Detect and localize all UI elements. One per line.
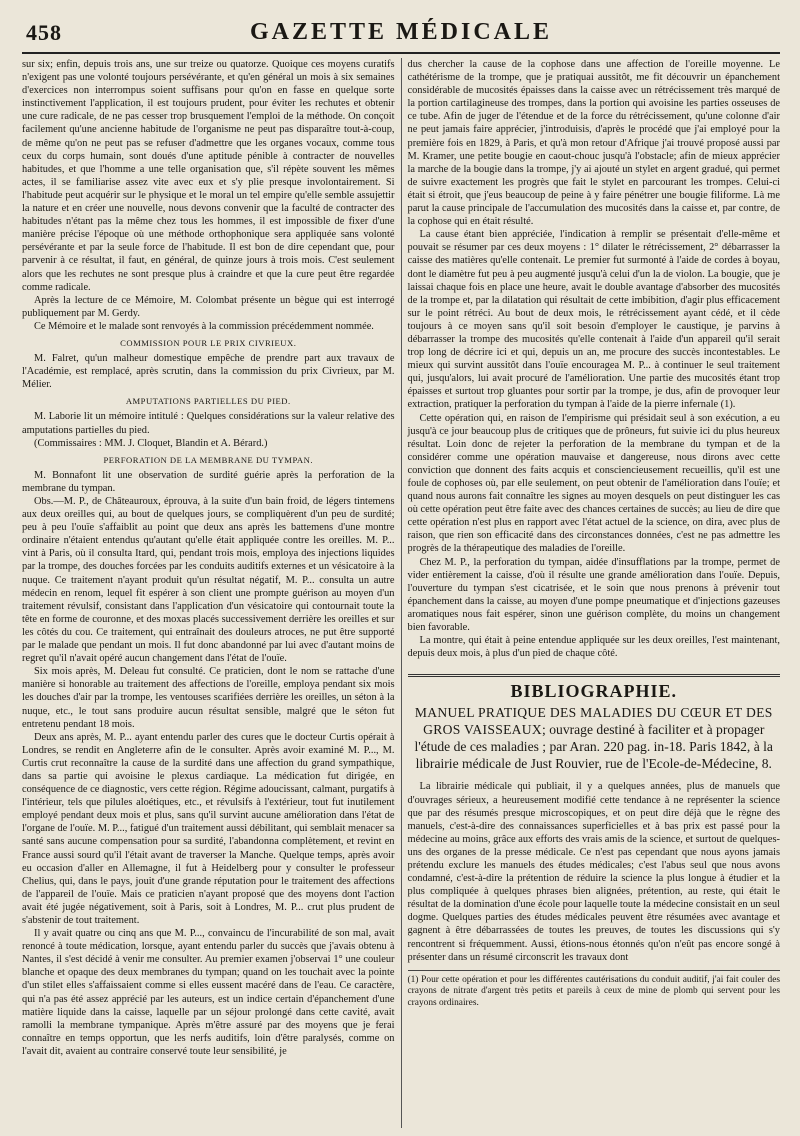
paragraph: Obs.—M. P., de Châteauroux, éprouva, à la suite d'un bain froid, de légers tintemens aux deux oreilles qui, au bout de quelques jours, se compliquèrent d'un peu de surdité; peu à peu l'ouïe s'affaiblit au point que deux ans après les battemens d'une montre ordinaire n'étaient entendus qu'autant qu'elle était appliquée contre les oreilles. M. P... vint à Paris, où il consulta Itard, qui, pendant trois mois, employa des injections liquides par la trompe, des douches forcées par les conduits auditifs externes et un vésicatoire à la nuque. Ce traitement n'ayant produit qu'un résultat négatif, M. P... consulta un autre médecin en renom, lequel fit espérer à son client une prompte guérison au moyen d'un traitement révulsif, consistant dans l'application d'un vésicatoire qui contournait toute la tête en forme de couronne, et des moxas placés successivement derrière les oreilles et sur les côtés du cou. Ce traitement, qui entraînait des douleurs atroces, ne put être supporté par le malade que pendant un mois. Il fut donc abandonné par lui avec d'autant moins de regret qu'il n'avait opéré aucun changement dans l'état de l'ouïe. xyxy=(22,496,395,665)
page-number: 458 xyxy=(26,20,62,45)
section-heading: PERFORATION DE LA MEMBRANE DU TYMPAN. xyxy=(103,454,313,465)
paragraph: M. Bonnafont lit une observation de surdité guérie après la perforation de la membrane du tympan. xyxy=(22,469,395,494)
paragraph: Deux ans après, M. P... ayant entendu parler des cures que le docteur Curtis opérait à Londres, se rendit en Angleterre afin de le consulter. Après avoir examiné M. P..., M. Curtis crut reconnaître la cause de la surdité dans une affection du grand sympathique, dans sa partie qui avoisine le plexus cardiaque. La médication fut dirigée, en conséquence de ce diagnostic, vers cette région. Régime adoucissant, calmant, purgatifs à l'intérieur, tels que pilules aloétiques, etc., et révulsifs à l'extérieur, tout fut inutilement employé pendant deux mois et plus, sans qu'il survint aucune amélioration dans l'état de l'organe de l'ouïe. M. P..., fatigué d'un traitement aussi débilitant, qui semblait menacer sa santé sans aucune compensation pour sa surdité, l'abandonna complètement, et revint en France aussi sourd qu'il l'était avant de traverser la Manche. Quelque temps, après avoir eu occasion d'aller en Allemagne, il fut à Heidelberg pour y consulter le professeur Chelius, qui, dans le pays, jouit d'une grande réputation pour le traitement des affections de l'appareil de l'ouïe. Mais ce praticien n'ayant proposé que des moyens dont l'action avait été jugée négativement, soit à Paris, soit à Londres, M. P... crut plus prudent de s'abstenir de tout traitement. xyxy=(22,731,395,926)
paragraph: Chez M. P., la perforation du tympan, aidée d'insufflations par la trompe, permet de vider entièrement la caisse, d'où il résulte une grande amélioration dans l'ouïe. Depuis, l'ouverture du tympan s'est cicatrisée, et le soin que nous prenons à prévenir tout épanchement dans la caisse, au moyen d'une pompe pneumatique et d'injections gazeuses aromatiques nous fait espérer, sinon une guérison complète, du moins un changement bien favorable. xyxy=(407,556,780,634)
paragraph: M. Laborie lit un mémoire intitulé : Quelques considérations sur la valeur relative des amputations partielles du pied. xyxy=(22,411,395,436)
paragraph: La montre, qui était à peine entendue appliquée sur les deux oreilles, l'est maintenant, depuis deux mois, à plus d'un pied de chaque côté. xyxy=(407,635,780,660)
right-column xyxy=(402,58,781,1128)
paragraph: Cette opération qui, en raison de l'empirisme qui présidait seul à son exécution, a eu jusqu'à ce jour beaucoup plus de critiques que de prôneurs, fut suivie ici du plus heureux résultat. Loin donc de rejeter la perforation de la membrane du tympan et de la considérer comme une opération mauvaise et dangereuse, nous dirons avec cette conviction que donnent des faits acquis et consciencieusement recueillis, qu'il est une foule de cophoses où, par elle seulement, on peut obtenir de l'amélioration dans l'ouïe; et quand nous aurons fait connaître les signes au moyen desquels on peut distinguer les cas où cette opération peut être faite avec des chances certaines de succès; au lieu de dire que cette opération n'est plus en rapport avec l'état actuel de la science, on dira, avec plus de raison, que rien son efficacité dans des circonstances données, c'est ne pas admettre les progrès de la thérapeutique des maladies de l'oreille. xyxy=(407,412,780,555)
paragraph: La cause étant bien appréciée, l'indication à remplir se présentait d'elle-même et pouvait se résumer par ces deux moyens : 1° dilater le rétrécissement, 2° débarrasser la caisse des matières qu'elle contenait. Le premier fut surmonté à l'aide de cordes à boyau, dont le diamètre fut peu à peu augmenté jusqu'à celui d'un la de violon. La bougie, que je laissai chaque fois en place une heure, avait le double avantage d'absorber des mucosités de la trompe et, par la dilatation qui résultait de cette imbibition, d'agir plus efficacement sur le point rétréci. Au bout de deux mois, le rétrécissement ayant cédé, et il cède toujours à ce moyen sans qu'il soit besoin d'employer le caustique, je parvins à débarrasser la trompe des mucosités qu'elle contenait à l'aide d'un appareil qu'il serait trop long de décrire ici et qui, depuis un an, me procure des succès incontestables. Le mieux qui survint aussitôt dans l'ouïe encouragea M. P... à continuer le seul traitement qui, jusqu'alors, lui avait procuré de l'amélioration. Une partie des mucosités étant trop épaisses et surtout trop gluantes pour sortir par la trompe, je dus, afin de provoquer leur extraction, pratiquer la perforation du tympan à l'aide de la pierre infernale (1). xyxy=(407,229,780,411)
paragraph: Six mois après, M. Deleau fut consulté. Ce praticien, dont le nom se rattache d'une manière si honorable au traitement des affections de l'oreille, employa pendant six mois les douches d'air par la trompe, les ventouses scarifiées derrière les oreilles, un séton à la nuque, etc., le tout sans produire aucun résultat sensible, malgré que le séton fut entretenu pendant 18 mois. xyxy=(22,666,395,730)
paragraph: Il y avait quatre ou cinq ans que M. P..., convaincu de l'incurabilité de son mal, avait renoncé à toute médication, lorsque, ayant entendu parler du succès que j'avais obtenu à Nantes, il s'est décidé à venir me consulter. Au premier examen j'observai 1° une couleur blanche et opaque des deux membranes du tympan; quand on les touchait avec la pointe d'un stilet elles s'affaissaient comme si elles eussent macéré dans de l'eau. Ce caractère, qui n'a pas été assez apprécié par les auteurs, est un indice certain d'épanchement d'une matière liquide dans la caisse, laquelle par un séjour prolongé dans cette cavité, avait ramolli la membrane tympanique. Après m'être assuré par des moyens que je ferai connaître en temps opportun, que les nerfs auditifs, loin d'être paralysés, comme on l'avait dit, avaient au contraire conservé toute leur sensibilité, je xyxy=(22,928,395,1057)
book-title-lead: MANUEL PRATIQUE DES MALADIES DU CŒUR ET DES GROS VAISSEAUX xyxy=(414,705,773,738)
book-title xyxy=(408,704,781,772)
left-column xyxy=(22,58,402,1128)
footnote: (1) Pour cette opération et pour les différentes cautérisations du conduit auditif, j'ai fait couler des crayons de nitrate d'argent très petits et pareils à ceux de mine de plomb qui servent pour les crayons ordinaires. xyxy=(408,970,781,1010)
book-title-rest: ; ouvrage destiné à faciliter et à propager l'étude de ces maladies ; par Aran. 220 pag. in-18. Paris 1842, à la librairie médicale de Just Rouvier, rue de l'Ecole-de-Médecine, 8. xyxy=(414,722,773,772)
journal-title: GAZETTE MÉDICALE xyxy=(249,19,553,45)
section-heading: AMPUTATIONS PARTIELLES DU PIED. xyxy=(125,396,291,407)
paragraph: sur six; enfin, depuis trois ans, une sur treize ou quatorze. Quoique ces moyens curatifs n'exigent pas une volonté toujours persévérante, et qu'en général un mois à six semaines d'exercices non interrompus soient suffisans pour qu'on en fasse en quelque sorte instinctivement l'application, il est toujours prudent, pour éviter les rechutes et obtenir une cure radicale, de ne pas cesser trop brusquement l'emploi de la méthode. On conçoit facilement qu'une ancienne habitude de l'organisme ne peut pas disparaître tout-à-coup, de même qu'on ne peut pas se refuser d'admettre que les organes vocaux, comme tous ceux du corps humain, sont doués d'une aptitude pénible à contracter de nouvelles habitudes, et que l'homme a une telle organisation que, s'il répète souvent les mêmes actes, il se familiarise assez vite avec eux et s'y plie presque involontairement. Si l'habitude peut acquérir sur le physique et le moral un tel empire qu'elle semble assujettir la nature et en créer une nouvelle, nous devons convenir que la faculté de contracter des habitudes n'étant pas la même chez tous les hommes, il est impossible de fixer d'une manière précise l'époque où une méthode orthophonique sera appliquée sans volonté persévérante et par la seule force de l'habitude. Il est bon de dire cependant que, pour parvenir à ce résultat, il faut, en général, de quinze jours à trois mois. C'est seulement alors que les rechutes ne sont presque plus à craindre et que la cure peut être regardée comme radicale. xyxy=(22,59,395,293)
article-columns xyxy=(22,58,780,1128)
paragraph: dus chercher la cause de la cophose dans une affection de l'oreille moyenne. Le cathétérisme de la trompe, que je pratiquai aussitôt, me fit découvrir un épanchement considérable de mucosités épaisses dans la caisse avec un rétrécissement très marqué de la portion cartilagineuse des trompes, dans la portion qui avoisine les parties osseuses de ce tube. Afin de juger de l'étendue et de la force du rétrécissement, qu'une colonne d'air ne peut jamais faire apprécier, j'introduisis, d'après le procédé que j'ai employé pour la première fois en 1829, à Paris, et qu'à mon retour d'Afrique j'ai trouvé proposé aussi par M. Kramer, une petite bougie en caout-chouc jusqu'à l'obstacle; afin de mieux apprécier la marche de la bougie dans la trompe, j'y ai ajouté un stylet en argent gradué, qui permet de suivre exactement les progrès que fait le stylet en parcourant les trompes. Celui-ci était si étroit, que j'eus beaucoup de peine à y faire pénétrer une bougie filiforme. Là me parut la cause principale de l'accumulation des mucosités dans la caisse et, par contre, de la cophose qui en était résulté. xyxy=(407,59,780,228)
paragraph: La librairie médicale qui publiait, il y a quelques années, plus de manuels que d'ouvrages sérieux, a heureusement modifié cette tendance à ne représenter la science que par des résumés presque microscopiques, et on peut dire déjà que le règne des manuels, c'est-à-dire des connaissances superficielles et à bas prix est passé pour la médecine au moins, grâce aux efforts des vrais amis de la science, et surtout de quelques-uns des organes de la presse médicale. Ce n'est pas cependant que nous ayons jamais prétendu exclure les manuels des études médicales; c'est l'abus seul que nous avons condamné, c'est-à-dire la prétention de réduire la science la plus longue à étudier et la plus compliquée à quelques phrases bien alignées, prétention, au reste, qui était le résultat de la domination d'une école pour laquelle toute la médecine consistait en un seul dogme. Quelques parties des études médicales peuvent être résumées avec avantage et gagnent à être débarrassées de toutes les preuves, de toutes les discussions qui s'y rencontrent si fréquemment. Aussi, étions-nous étonnés qu'on n'eût pas encore songé à présenter dans un résumé circonscrit les travaux dont xyxy=(407,781,780,963)
commissioners-note: (Commissaires : MM. J. Cloquet, Blandin et A. Bérard.) xyxy=(34,437,268,449)
paragraph: M. Falret, qu'un malheur domestique empêche de prendre part aux travaux de l'Académie, est remplacé, après scrutin, dans la commission du prix Civrieux, par M. Mélier. xyxy=(22,353,395,391)
paragraph: Après la lecture de ce Mémoire, M. Colombat présente un bègue qui est interrogé publiquement par M. Gerdy. xyxy=(22,294,395,319)
section-heading: COMMISSION POUR LE PRIX CIVRIEUX. xyxy=(120,337,297,348)
bibliography-heading: BIBLIOGRAPHIE. xyxy=(408,674,781,698)
paragraph: Ce Mémoire et le malade sont renvoyés à la commission précédemment nommée. xyxy=(34,320,374,332)
page-header xyxy=(22,18,780,54)
